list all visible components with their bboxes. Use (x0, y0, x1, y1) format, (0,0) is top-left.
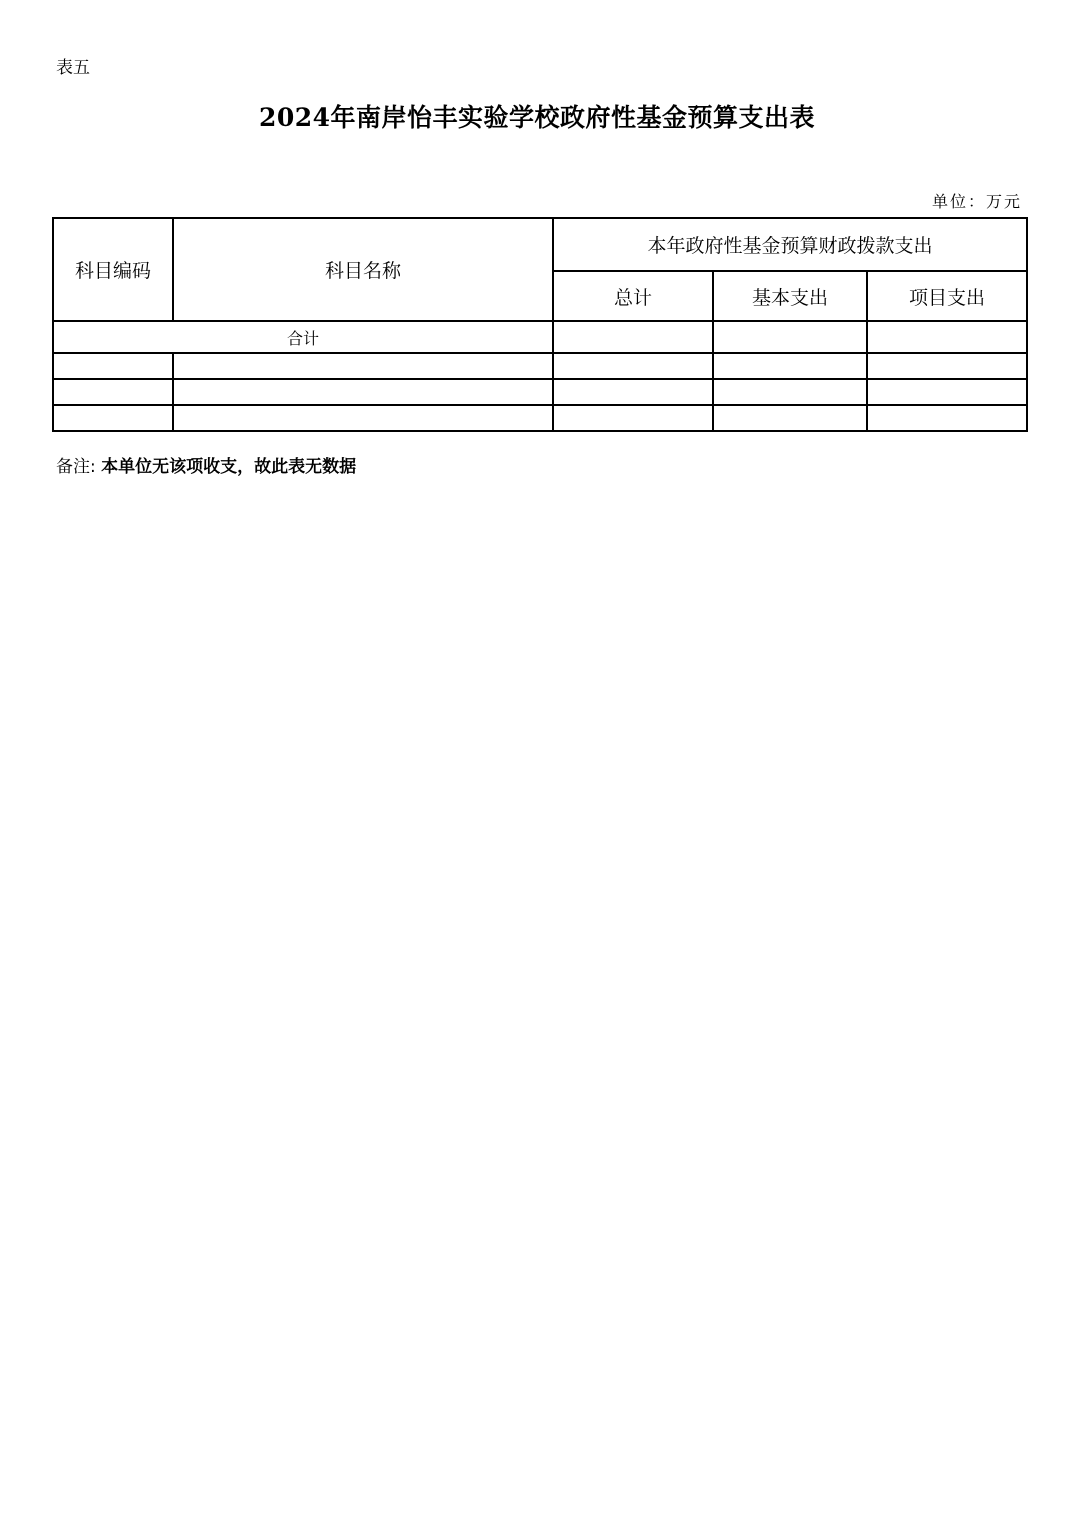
header-basic-expenditure: 基本支出 (713, 271, 867, 321)
total-row-basic-cell (713, 321, 867, 353)
row-basic-cell (713, 379, 867, 405)
table-row (53, 353, 1027, 379)
row-total-cell (553, 405, 713, 431)
table-row (53, 379, 1027, 405)
row-total-cell (553, 379, 713, 405)
header-subject-code: 科目编码 (53, 218, 173, 321)
page-title: 2024年南岸怡丰实验学校政府性基金预算支出表 (258, 103, 816, 132)
row-basic-cell (713, 405, 867, 431)
row-name-cell (173, 405, 553, 431)
header-total: 总计 (553, 271, 713, 321)
remark-text: 本单位无该项收支，故此表无数据 (101, 457, 357, 477)
row-code-cell (53, 379, 173, 405)
row-project-cell (867, 379, 1027, 405)
remark (56, 452, 356, 477)
row-code-cell (53, 405, 173, 431)
row-project-cell (867, 405, 1027, 431)
total-row (53, 321, 1027, 353)
header-subject-name: 科目名称 (173, 218, 553, 321)
row-code-cell (53, 353, 173, 379)
table-number-label: 表五 (56, 58, 90, 78)
total-row-total-cell (553, 321, 713, 353)
row-project-cell (867, 353, 1027, 379)
row-total-cell (553, 353, 713, 379)
table-row (53, 405, 1027, 431)
budget-table (52, 217, 1028, 432)
unit-label: 单位：万元 (931, 192, 1022, 211)
header-fund-expenditure-group: 本年政府性基金预算财政拨款支出 (553, 218, 1027, 271)
total-row-project-cell (867, 321, 1027, 353)
remark-label: 备注: (56, 457, 96, 477)
row-name-cell (173, 379, 553, 405)
row-basic-cell (713, 353, 867, 379)
header-project-expenditure: 项目支出 (867, 271, 1027, 321)
row-name-cell (173, 353, 553, 379)
total-row-label: 合计 (53, 321, 553, 353)
